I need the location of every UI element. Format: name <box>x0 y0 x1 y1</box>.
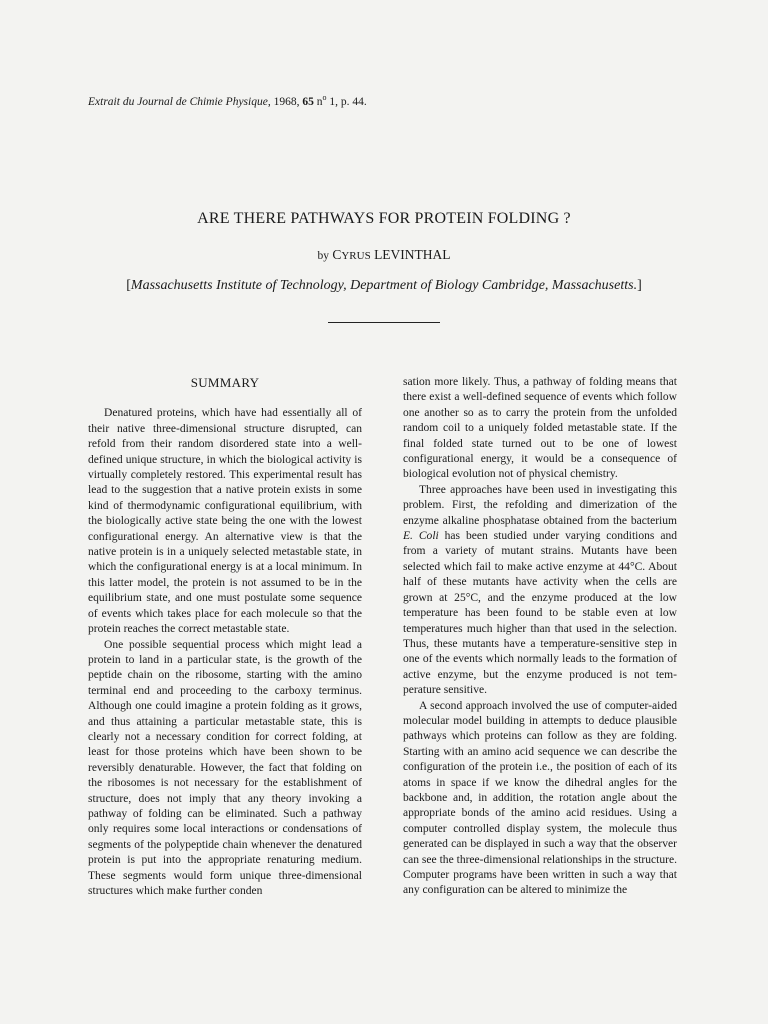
byline-by: by <box>317 250 329 262</box>
citation-year: 1968 <box>273 95 297 108</box>
citation-number-label: n <box>316 95 323 108</box>
paper-title: ARE THERE PATHWAYS FOR PROTEIN FOLDING ? <box>197 210 571 227</box>
organism-name: E. Coli <box>403 530 439 543</box>
author-first-rest: YRUS <box>341 250 371 262</box>
right-paragraph-3: A second approach involved the use of computer-aided molecular model building in attempts to deduce plausible pathways which proteins can follow as they are folding. Starting with an amino acid sequence we can describe the configuration of the protein i.e., the position of each of its atoms in space if we know the dihedral angles for the backbone and, in addition, the rotation angle about the appropriate bonds of the amino acid residues. Using a computer controlled display system, the molecule thus generated can be displayed in such a way that the observer can see the three-dimensional relationships in the structure. Computer programs have been written in such a way that any configuration can be altered to minimize the <box>403 699 677 897</box>
right-paragraph-2-after: has been studied under varying conditions and from a variety of mutant strains. Mutants have been selected which fail to make active enzyme at 44°C. About half of these mutants have activity when the cells are grown at 25°C, and the enzyme produced at the low temperature has been found to be stable even at low temperatures much higher than that used in the selection. Thus, these mutants have a temperature-sensitive step in one of the events which normally leads to the formation of active enzyme, but the enzyme produced is not temperature sensitive. <box>403 530 677 697</box>
citation: Extrait du Journal de Chimie Physique, 1968, 65 $n^o$ 1, p. 44. <box>88 93 367 108</box>
affiliation: [Massachusetts Institute of Technology, Department of Biology Cambridge, Massachusetts.] <box>126 278 642 293</box>
right-paragraph-1: sation more likely. Thus, a pathway of folding means that there exist a well-defined sequence of events which follow one another so as to carry the protein from the unfolded random coil to a uniquely folded metastable state. If the final folded state turned out to be one of lowest configurational energy, it would be a consequence of biological evolution not of physical chemistry. <box>403 376 677 481</box>
affiliation-text: Massachusetts Institute of Technology, Department of Biology Cambridge, Massachusetts. <box>130 278 638 293</box>
author-last: LEVINTHAL <box>374 247 451 262</box>
citation-number: 1 <box>329 95 336 108</box>
journal-name: Extrait du Journal de Chimie Physique <box>88 95 268 108</box>
left-column <box>88 375 362 899</box>
right-column <box>403 375 677 899</box>
citation-number-sup: o <box>322 93 327 102</box>
summary-paragraph-2: One possible sequential process which might lead a protein to land in a particular state, is the growth of the peptide chain on the ribosome, starting with the amino terminal end and proceeding to the carboxy terminus. Although one could imagine a protein folding as it grows, and thus attaining a particular metastable state, this is clearly not a necessary condition for correct folding, at least for those proteins which have been shown to be reversibly denaturable. However, the fact that folding on the ribosomes is not necessary for the establishment of structure, does not imply that any theory invoking a pathway of folding can be eliminated. Such a pathway only requires some local interactions or condensations of segments of the polypeptide chain whenever the denatured protein is put into the appropriate renaturing medium. These segments would form unique three-dimensional structures which make further conden <box>88 638 362 897</box>
summary-heading: SUMMARY <box>190 375 260 390</box>
byline <box>0 247 768 263</box>
right-paragraph-2 <box>403 483 677 699</box>
title-divider <box>328 322 440 323</box>
right-paragraph-2-before: Three approaches have been used in investigating this problem. First, the refolding and dimerization of the enzyme alkaline phosphatase obtained from the bacterium <box>403 483 677 527</box>
citation-page: p. 44. <box>340 95 367 108</box>
summary-paragraph-1: Denatured proteins, which have had essentially all of their native three-dimensional structure disrupted, can refold from their random disordered state into a well-defined unique structure, in which the biological activity is virtually completely restored. This experimental result has lead to the suggestion that a native protein exists in some kind of thermodynamic configurational equilibrium, with the biologically active state being the one with the lowest configurational energy. An alternative view is that the native protein is in a uniquely selected metastable state, in which the configurational energy is at a local minimum. In this latter model, the protein is not assumed to be in the equilibrium state, and one must postulate some sequence of events which takes place for each molecule so that the protein reaches the correct metastable state. <box>88 407 362 636</box>
citation-volume: 65 <box>302 95 314 108</box>
author-initial: C <box>332 247 342 262</box>
